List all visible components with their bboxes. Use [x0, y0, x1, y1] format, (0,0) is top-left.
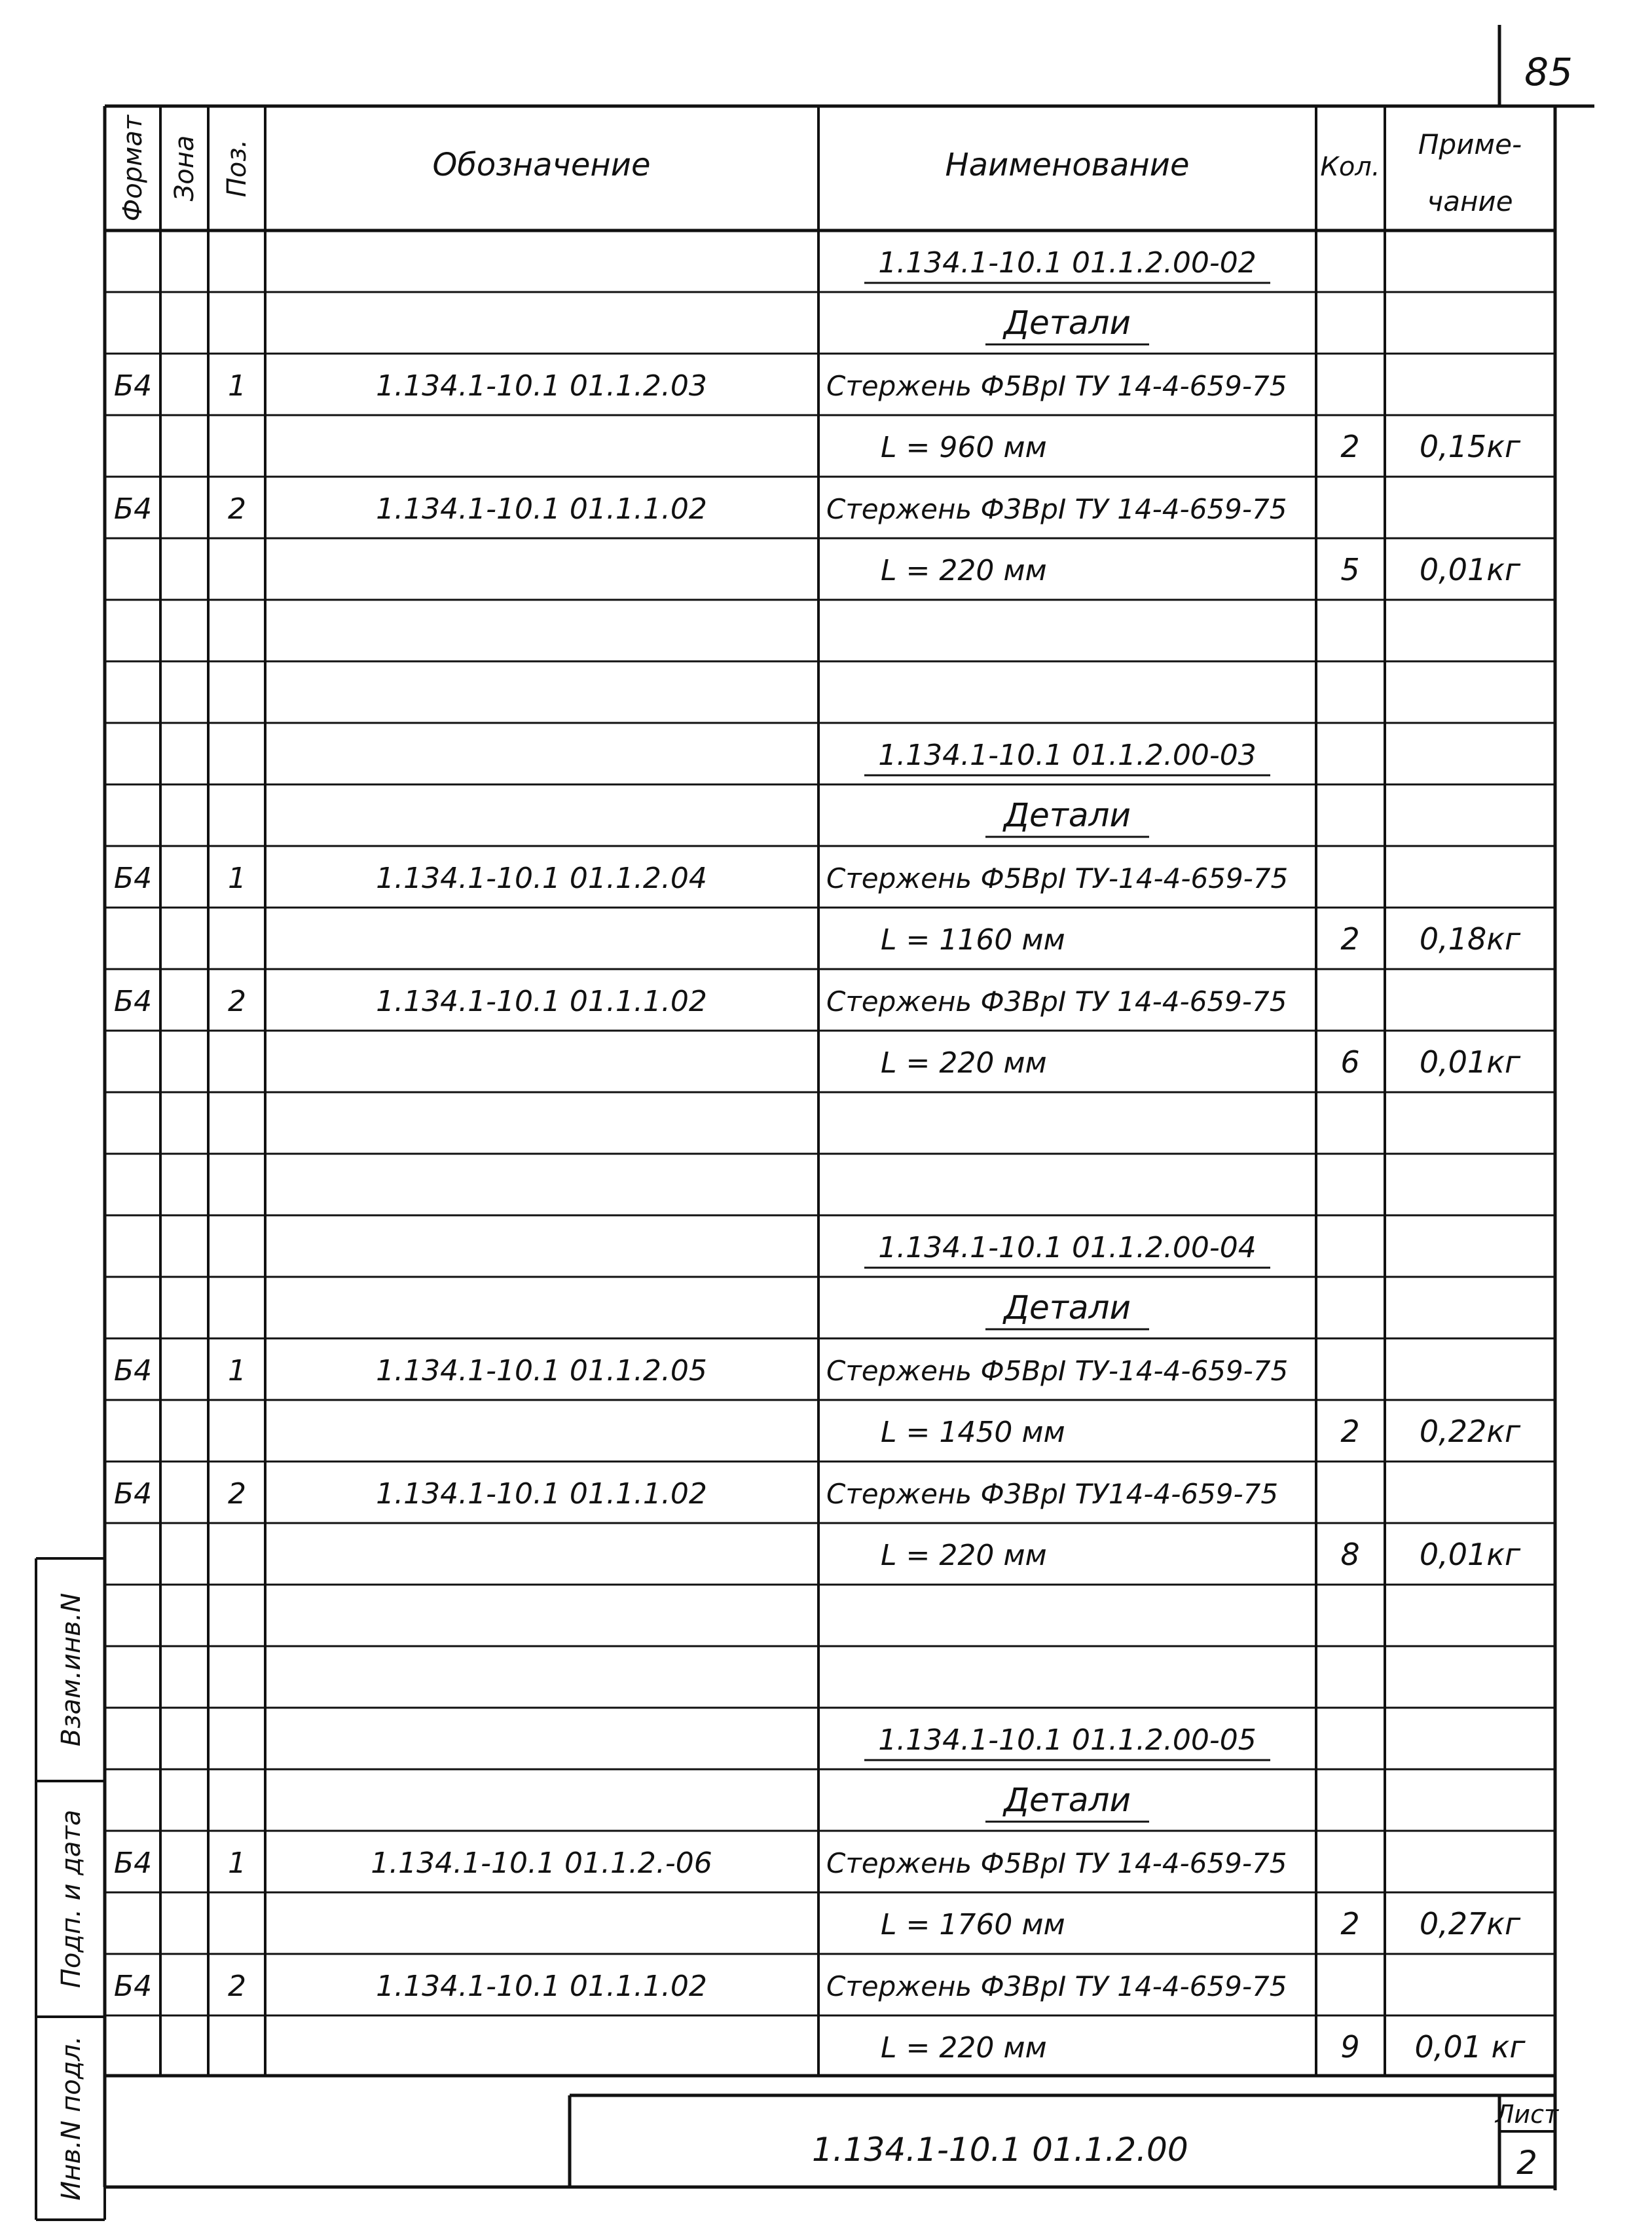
cell-length: L = 220 мм [881, 2031, 1047, 2065]
table-row [881, 1906, 1521, 1941]
cell-designation: 1.134.1-10.1 01.1.2.-06 [371, 1847, 712, 1880]
margin-inv-no: Инв.N подл. [56, 2036, 86, 2201]
table-row [985, 1781, 1149, 1822]
header-note-line1: Приме- [1418, 128, 1522, 160]
cell-designation: 1.134.1-10.1 01.1.2.04 [376, 862, 707, 895]
table-row [985, 1289, 1149, 1329]
cell-format: Б4 [113, 1970, 153, 2003]
table-row [114, 369, 1287, 403]
table-row [985, 304, 1149, 344]
section-title: Детали [1003, 1781, 1131, 1819]
group-designation: 1.134.1-10.1 01.1.2.00-02 [878, 246, 1257, 280]
margin-sign-date: Подп. и дата [56, 1809, 86, 1989]
table-row [864, 739, 1270, 775]
cell-quantity: 8 [1340, 1537, 1360, 1572]
header-zone: Зона [170, 135, 200, 202]
cell-name: Стержень Ф5ВрI ТУ-14-4-659-75 [826, 862, 1289, 894]
table-row [114, 1847, 1287, 1880]
cell-quantity: 2 [1340, 921, 1360, 957]
header-format: Формат [118, 115, 148, 222]
table-row [114, 492, 1287, 526]
cell-format: Б4 [113, 369, 153, 403]
table-row [864, 246, 1270, 283]
table-row [114, 1970, 1287, 2003]
cell-length: L = 960 мм [881, 431, 1047, 464]
table-row [114, 1477, 1278, 1511]
cell-position: 1 [228, 862, 246, 895]
table-row [881, 1044, 1521, 1080]
sheet-number: 85 [1524, 50, 1573, 94]
table-row [864, 1723, 1270, 1760]
cell-name: Стержень Ф3ВрI ТУ 14-4-659-75 [826, 1970, 1287, 2002]
table-row [881, 2029, 1526, 2065]
cell-name: Стержень Ф3ВрI ТУ 14-4-659-75 [826, 493, 1287, 525]
cell-designation: 1.134.1-10.1 01.1.2.05 [376, 1354, 707, 1388]
cell-format: Б4 [113, 1354, 153, 1388]
cell-designation: 1.134.1-10.1 01.1.2.03 [376, 369, 707, 403]
header-note-line2: чание [1427, 185, 1513, 217]
cell-format: Б4 [113, 1477, 153, 1511]
table-row [881, 552, 1521, 587]
cell-note: 0,18кг [1419, 921, 1521, 957]
cell-note: 0,01кг [1419, 1044, 1521, 1080]
table-row [881, 1414, 1521, 1449]
cell-length: L = 220 мм [881, 1539, 1047, 1572]
section-title: Детали [1003, 796, 1131, 834]
cell-position: 1 [228, 369, 246, 403]
cell-note: 0,22кг [1419, 1414, 1521, 1449]
table-row [881, 1537, 1521, 1572]
cell-designation: 1.134.1-10.1 01.1.1.02 [376, 1970, 707, 2003]
cell-position: 1 [228, 1847, 246, 1880]
cell-note: 0,01 кг [1414, 2029, 1526, 2065]
cell-quantity: 2 [1340, 429, 1360, 464]
cell-quantity: 9 [1340, 2029, 1360, 2065]
cell-length: L = 1160 мм [881, 923, 1065, 957]
cell-quantity: 2 [1340, 1906, 1360, 1941]
title-block [812, 2100, 1560, 2182]
table-row [881, 429, 1521, 464]
table-row [114, 985, 1287, 1018]
cell-length: L = 220 мм [881, 554, 1047, 587]
document-code: 1.134.1-10.1 01.1.2.00 [812, 2131, 1188, 2169]
cell-designation: 1.134.1-10.1 01.1.1.02 [376, 492, 707, 526]
table-row [881, 921, 1521, 957]
group-designation: 1.134.1-10.1 01.1.2.00-05 [878, 1723, 1257, 1757]
table-row [114, 1354, 1288, 1388]
margin-replaced-inv: Взам.инв.N [56, 1592, 86, 1747]
cell-quantity: 5 [1340, 552, 1360, 587]
table-row [114, 862, 1288, 895]
cell-format: Б4 [113, 1847, 153, 1880]
table-header [118, 114, 1522, 221]
cell-name: Стержень Ф3ВрI ТУ 14-4-659-75 [826, 985, 1287, 1018]
cell-format: Б4 [113, 492, 153, 526]
cell-name: Стержень Ф5ВрI ТУ 14-4-659-75 [826, 1847, 1287, 1879]
cell-length: L = 220 мм [881, 1046, 1047, 1080]
cell-position: 2 [228, 1477, 246, 1511]
header-designation: Обозначение [432, 147, 651, 183]
cell-position: 2 [228, 985, 246, 1018]
cell-name: Стержень Ф3ВрI ТУ14-4-659-75 [826, 1478, 1279, 1510]
sheet-value: 2 [1516, 2144, 1537, 2182]
header-position: Поз. [222, 139, 252, 198]
cell-length: L = 1760 мм [881, 1908, 1065, 1941]
cell-note: 0,27кг [1419, 1906, 1521, 1941]
cell-quantity: 6 [1340, 1044, 1360, 1080]
cell-position: 1 [228, 1354, 246, 1388]
cell-position: 2 [228, 492, 246, 526]
sheet-label: Лист [1495, 2100, 1559, 2129]
cell-note: 0,01кг [1419, 552, 1521, 587]
table-row [985, 796, 1149, 837]
cell-note: 0,15кг [1419, 429, 1521, 464]
cell-name: Стержень Ф5ВрI ТУ 14-4-659-75 [826, 370, 1287, 402]
group-designation: 1.134.1-10.1 01.1.2.00-04 [878, 1231, 1257, 1264]
cell-name: Стержень Ф5ВрI ТУ-14-4-659-75 [826, 1355, 1289, 1387]
cell-designation: 1.134.1-10.1 01.1.1.02 [376, 1477, 707, 1511]
table-row [864, 1231, 1270, 1268]
section-title: Детали [1003, 1289, 1131, 1327]
cell-format: Б4 [113, 985, 153, 1018]
cell-position: 2 [228, 1970, 246, 2003]
margin-stamp [36, 1558, 105, 2220]
header-quantity: Кол. [1320, 152, 1380, 182]
table-body [114, 246, 1526, 2065]
cell-format: Б4 [113, 862, 153, 895]
section-title: Детали [1003, 304, 1131, 342]
header-name: Наименование [945, 147, 1190, 183]
cell-length: L = 1450 мм [881, 1416, 1065, 1449]
sheet-number-box [1499, 25, 1594, 106]
cell-designation: 1.134.1-10.1 01.1.1.02 [376, 985, 707, 1018]
cell-note: 0,01кг [1419, 1537, 1521, 1572]
group-designation: 1.134.1-10.1 01.1.2.00-03 [878, 739, 1257, 772]
cell-quantity: 2 [1340, 1414, 1360, 1449]
